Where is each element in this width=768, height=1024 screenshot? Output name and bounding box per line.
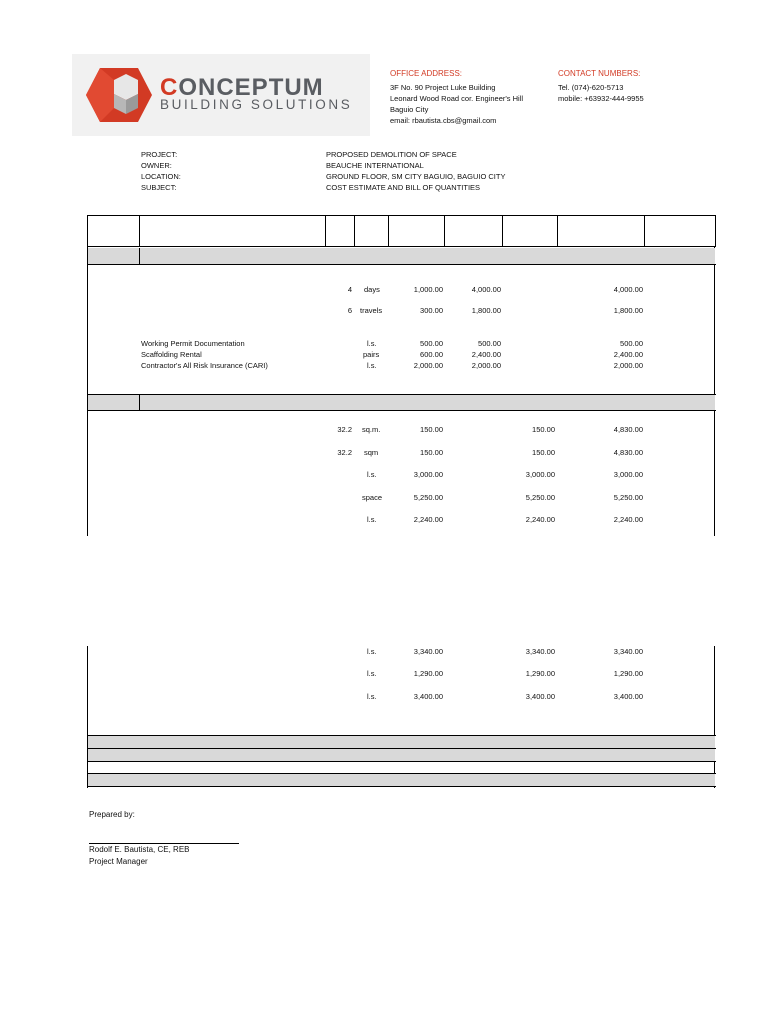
unit-cell: sqm xyxy=(364,448,379,457)
col-divider xyxy=(557,215,558,247)
signatory-name: Rodolf E. Bautista, CE, REB xyxy=(89,845,190,854)
project-value: PROPOSED DEMOLITION OF SPACE xyxy=(326,150,457,159)
item-description: Working Permit Documentation xyxy=(141,339,245,348)
total-cost-cell: 1,290.00 xyxy=(613,669,643,678)
unit-cost-cell: 1,000.00 xyxy=(413,285,443,294)
section-header-bar xyxy=(88,248,715,264)
total-cost-cell: 4,830.00 xyxy=(613,448,643,457)
subject-label: SUBJECT: xyxy=(141,183,177,192)
item-description: Scaffolding Rental xyxy=(141,350,202,359)
total-cost-cell: 3,400.00 xyxy=(613,692,643,701)
total-cost-cell: 2,000.00 xyxy=(613,361,643,370)
office-line: Baguio City xyxy=(390,105,429,114)
row-divider xyxy=(87,761,716,762)
unit-cost-cell: 150.00 xyxy=(420,425,443,434)
contact-tel: Tel. (074)-620-5713 xyxy=(558,83,624,92)
qty-cell: 6 xyxy=(347,306,352,315)
contact-mobile: mobile: +63932-444-9955 xyxy=(558,94,644,103)
section-header-bar xyxy=(88,395,715,410)
col-divider xyxy=(388,215,389,247)
col-divider xyxy=(354,215,355,247)
material-cost-cell: 500.00 xyxy=(478,339,501,348)
row-divider xyxy=(87,264,716,265)
unit-cost-cell: 2,240.00 xyxy=(413,515,443,524)
labor-cost-cell: 3,340.00 xyxy=(525,647,555,656)
labor-cost-cell: 150.00 xyxy=(532,448,555,457)
unit-cell: l.s. xyxy=(367,470,377,479)
table-left-border xyxy=(87,646,88,788)
unit-cost-cell: 1,290.00 xyxy=(413,669,443,678)
office-address-label: OFFICE ADDRESS: xyxy=(390,69,463,78)
unit-cell: l.s. xyxy=(367,669,377,678)
labor-cost-cell: 150.00 xyxy=(532,425,555,434)
material-cost-cell: 4,000.00 xyxy=(471,285,501,294)
table-right-border xyxy=(714,646,715,788)
total-cost-cell: 2,400.00 xyxy=(613,350,643,359)
project-info-values xyxy=(326,149,505,193)
location-label: LOCATION: xyxy=(141,172,181,181)
office-line: 3F No. 90 Project Luke Building xyxy=(390,83,496,92)
total-cost-cell: 4,830.00 xyxy=(613,425,643,434)
total-cost-cell: 3,340.00 xyxy=(613,647,643,656)
table-bottom-border xyxy=(87,786,716,787)
project-label: PROJECT: xyxy=(141,150,178,159)
unit-cell: l.s. xyxy=(367,647,377,656)
material-cost-cell: 2,400.00 xyxy=(471,350,501,359)
total-cost-cell: 3,000.00 xyxy=(613,470,643,479)
prepared-by-label: Prepared by: xyxy=(89,810,135,819)
labor-cost-cell: 5,250.00 xyxy=(525,493,555,502)
unit-cost-cell: 600.00 xyxy=(420,350,443,359)
total-row xyxy=(88,774,715,786)
unit-cost-cell: 3,340.00 xyxy=(413,647,443,656)
office-line: Leonard Wood Road cor. Engineer's Hill xyxy=(390,94,524,103)
conceptum-logo-icon xyxy=(84,66,154,124)
contact-numbers-label: CONTACT NUMBERS: xyxy=(558,69,641,78)
unit-cell: travels xyxy=(360,306,383,315)
unit-cost-cell: 150.00 xyxy=(420,448,443,457)
labor-cost-cell: 2,240.00 xyxy=(525,515,555,524)
total-cost-cell: 5,250.00 xyxy=(613,493,643,502)
unit-cost-cell: 500.00 xyxy=(420,339,443,348)
unit-cell: l.s. xyxy=(367,339,377,348)
total-cost-cell: 2,240.00 xyxy=(613,515,643,524)
office-address xyxy=(390,82,523,126)
col-divider xyxy=(444,215,445,247)
signature-line xyxy=(89,843,239,844)
table-right-border xyxy=(714,247,715,536)
labor-cost-cell: 1,290.00 xyxy=(525,669,555,678)
col-divider xyxy=(139,395,140,410)
total-cost-cell: 1,800.00 xyxy=(613,306,643,315)
project-info-labels xyxy=(141,149,181,193)
unit-cell: l.s. xyxy=(367,361,377,370)
location-value: GROUND FLOOR, SM CITY BAGUIO, BAGUIO CITY xyxy=(326,172,506,181)
qty-cell: 4 xyxy=(347,285,352,294)
owner-label: OWNER: xyxy=(141,161,172,170)
signatory-title: Project Manager xyxy=(89,857,148,866)
subject-value: COST ESTIMATE AND BILL OF QUANTITIES xyxy=(326,183,481,192)
unit-cell: l.s. xyxy=(367,692,377,701)
table-left-border xyxy=(87,247,88,536)
labor-cost-cell: 3,000.00 xyxy=(525,470,555,479)
col-divider xyxy=(325,215,326,247)
office-email: email: rbautista.cbs@gmail.com xyxy=(390,116,497,125)
unit-cell: space xyxy=(362,493,383,502)
unit-cell: l.s. xyxy=(367,515,377,524)
total-cost-cell: 500.00 xyxy=(620,339,643,348)
brand-name: CONCEPTUM xyxy=(160,74,324,101)
table-header-row xyxy=(87,215,716,247)
unit-cell: days xyxy=(364,285,380,294)
unit-cell: sq.m. xyxy=(362,425,381,434)
contact-numbers xyxy=(558,82,644,104)
total-cost-cell: 4,000.00 xyxy=(613,285,643,294)
material-cost-cell: 1,800.00 xyxy=(471,306,501,315)
unit-cost-cell: 3,400.00 xyxy=(413,692,443,701)
unit-cost-cell: 3,000.00 xyxy=(413,470,443,479)
total-row xyxy=(88,736,715,748)
row-divider xyxy=(87,410,716,411)
col-divider xyxy=(644,215,645,247)
item-description: Contractor's All Risk Insurance (CARI) xyxy=(141,361,268,370)
col-divider xyxy=(502,215,503,247)
qty-cell: 32.2 xyxy=(337,448,352,457)
brand-tagline: BUILDING SOLUTIONS xyxy=(160,97,353,112)
material-cost-cell: 2,000.00 xyxy=(471,361,501,370)
labor-cost-cell: 3,400.00 xyxy=(525,692,555,701)
total-row xyxy=(88,749,715,761)
col-divider xyxy=(139,215,140,247)
qty-cell: 32.2 xyxy=(337,425,352,434)
unit-cost-cell: 2,000.00 xyxy=(413,361,443,370)
unit-cost-cell: 5,250.00 xyxy=(413,493,443,502)
unit-cell: pairs xyxy=(363,350,380,359)
col-divider xyxy=(139,248,140,264)
unit-cost-cell: 300.00 xyxy=(420,306,443,315)
owner-value: BEAUCHE INTERNATIONAL xyxy=(326,161,424,170)
